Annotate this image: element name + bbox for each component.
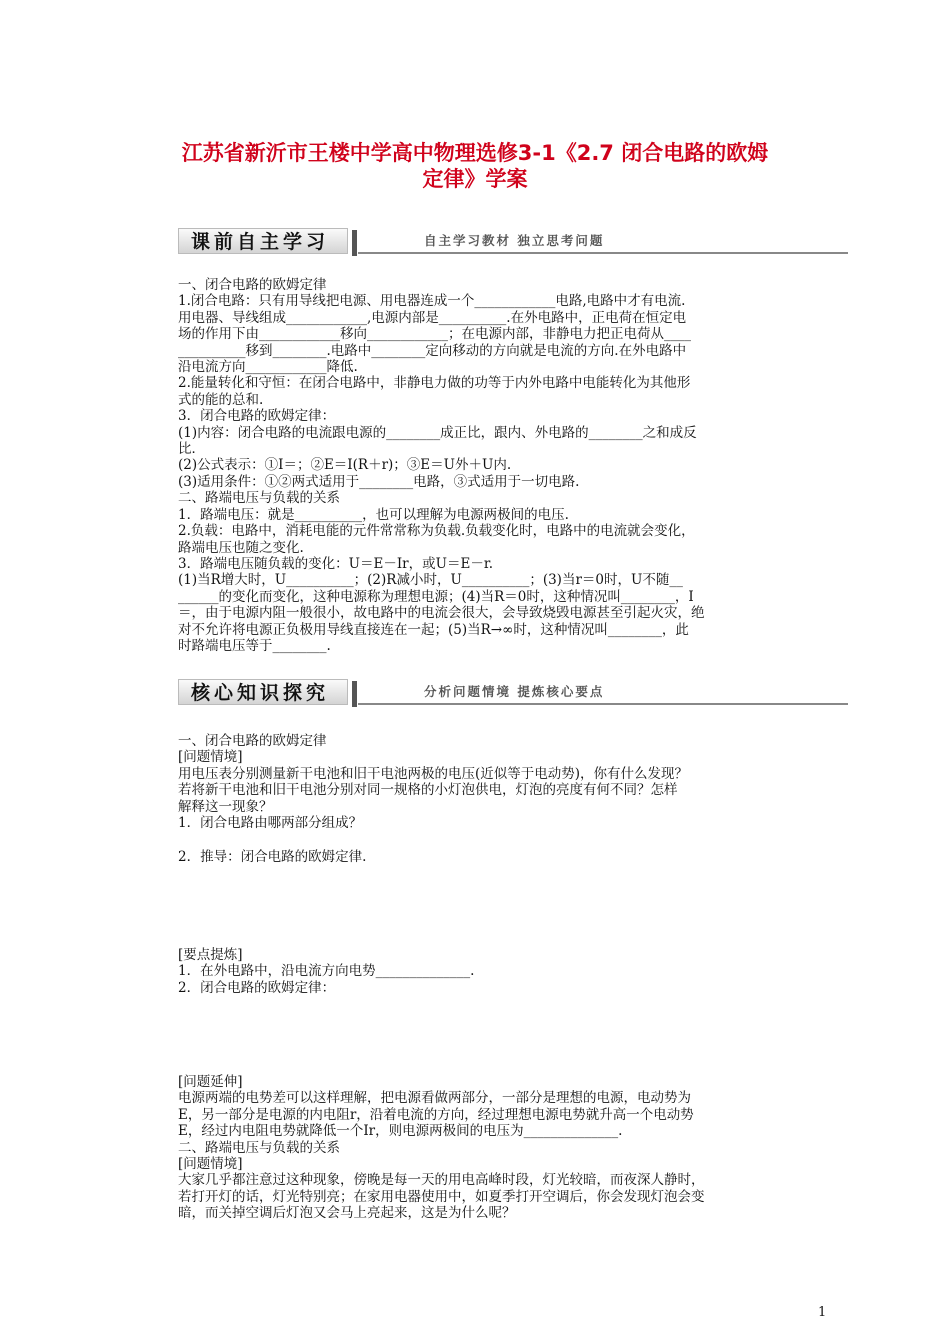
text-line: [问题延伸] (178, 1074, 243, 1090)
text-line: 用电器、导线组成____________,电源内部是__________.在外电路中，正电荷在恒定电 (178, 309, 687, 326)
text-line: 1．路端电压：就是__________，也可以理解为电源两极间的电压. (178, 506, 569, 523)
text-line: 若打开灯的话，灯光特别亮；在家用电器使用中，如夏季打开空调后，你会发现灯泡会变 (178, 1188, 705, 1205)
text-line: (3)适用条件：①②两式适用于________电路，③式适用于一切电路. (178, 473, 580, 490)
extension-section (178, 1074, 806, 1222)
text-line: 3．闭合电路的欧姆定律： (178, 408, 336, 425)
banner-rule (358, 252, 848, 254)
text-line: 一、闭合电路的欧姆定律 (178, 277, 327, 293)
text-line: 1．在外电路中，沿电流方向电势______________. (178, 963, 475, 980)
text-line: 2．闭合电路的欧姆定律： (178, 979, 336, 996)
text-line: 场的作用下由____________移向____________；在电源内部，非静电力把正电荷从____ (178, 326, 691, 343)
text-line: 二、路端电压与负载的关系 (178, 490, 340, 507)
text-line: 对不允许将电源正负极用导线直接连在一起；(5)当R→∞时，这种情况叫________，此 (178, 621, 689, 638)
banner-label: 核心知识探究 (178, 679, 348, 705)
section-banner-preview (178, 228, 848, 258)
text-line: [要点提炼] (178, 947, 243, 963)
text-line: 沿电流方向____________降低. (178, 359, 358, 376)
question-2: 2．推导：闭合电路的欧姆定律. (178, 849, 367, 865)
text-line: [问题情境] (178, 749, 243, 766)
text-line: (2)公式表示：①I＝；②E＝I(R＋r)；③E＝U外＋U内. (178, 457, 512, 474)
section-banner-core (178, 679, 848, 709)
banner-divider (352, 681, 357, 707)
text-line: (1)内容：闭合电路的电流跟电源的________成正比，跟内、外电路的________之和成反 (178, 424, 697, 441)
title-line-1: 江苏省新沂市王楼中学高中物理选修3-1《2.7 闭合电路的欧姆 (181, 141, 769, 165)
text-line: E，经过内电阻电势就降低一个Ir，则电源两极间的电压为______________. (178, 1123, 623, 1140)
text-line: 时路端电压等于________. (178, 637, 331, 654)
text-line: 二、路端电压与负载的关系 (178, 1139, 340, 1156)
text-line: 3．路端电压随负载的变化：U＝E－Ir，或U＝E－r. (178, 555, 494, 572)
text-line: 用电压表分别测量新干电池和旧干电池两极的电压(近似等于电动势)，你有什么发现？ (178, 765, 689, 782)
banner-subtitle: 分析问题情境 提炼核心要点 (424, 684, 605, 699)
text-line: 路端电压也随之变化. (178, 539, 304, 556)
text-line: 大家几乎都注意过这种现象，傍晚是每一天的用电高峰时段，灯光较暗，而夜深人静时， (178, 1172, 705, 1189)
title-line-2: 定律》学案 (422, 167, 528, 191)
text-line: 解释这一现象？ (178, 798, 273, 815)
key-points-section (178, 947, 806, 996)
text-line: 式的能的总和. (178, 391, 264, 408)
page-number: 1 (818, 1305, 827, 1320)
banner-label: 课前自主学习 (178, 228, 348, 254)
core-question-section (178, 733, 806, 831)
text-line: 一、闭合电路的欧姆定律 (178, 733, 327, 749)
text-line: 2.能量转化和守恒：在闭合电路中，非静电力做的功等于内外电路中电能转化为其他形 (178, 375, 691, 392)
text-line: 2.负载：电路中，消耗电能的元件常常称为负载.负载变化时，电路中的电流就会变化， (178, 523, 695, 540)
text-line: ＝，由于电源内阻一般很小，故电路中的电流会很大，会导致烧毁电源甚至引起火灾，绝 (178, 605, 705, 622)
text-line: (1)当R增大时，U__________；(2)R减小时，U__________；(3)当r＝0时，U不随__ (178, 572, 683, 589)
banner-subtitle: 自主学习教材 独立思考问题 (424, 233, 605, 248)
text-line: 比． (178, 441, 205, 458)
text-line: ______的变化而变化，这种电源称为理想电源；(4)当R＝0时，这种情况叫________，I (178, 588, 694, 605)
text-line: 暗，而关掉空调后灯泡又会马上亮起来，这是为什么呢？ (178, 1205, 516, 1222)
text-line: 电源两端的电势差可以这样理解，把电源看做两部分，一部分是理想的电源，电动势为 (178, 1090, 691, 1107)
text-line: [问题情境] (178, 1156, 243, 1173)
text-line: 1.闭合电路：只有用导线把电源、用电器连成一个____________电路,电路中才有电流. (178, 293, 686, 310)
banner-rule (358, 703, 848, 705)
text-line: 1．闭合电路由哪两部分组成？ (178, 815, 363, 832)
text-line: E，另一部分是电源的内电阻r，沿着电流的方向，经过理想电源电势就升高一个电动势 (178, 1106, 694, 1123)
derivation-question (178, 849, 806, 865)
document-title (150, 140, 800, 192)
text-line: 若将新干电池和旧干电池分别对同一规格的小灯泡供电，灯泡的亮度有何不同？怎样 (178, 782, 678, 799)
preview-study-section (178, 277, 806, 654)
text-line: __________移到________.电路中________定向移动的方向就是电流的方向.在外电路中 (178, 342, 687, 359)
banner-divider (352, 230, 357, 256)
